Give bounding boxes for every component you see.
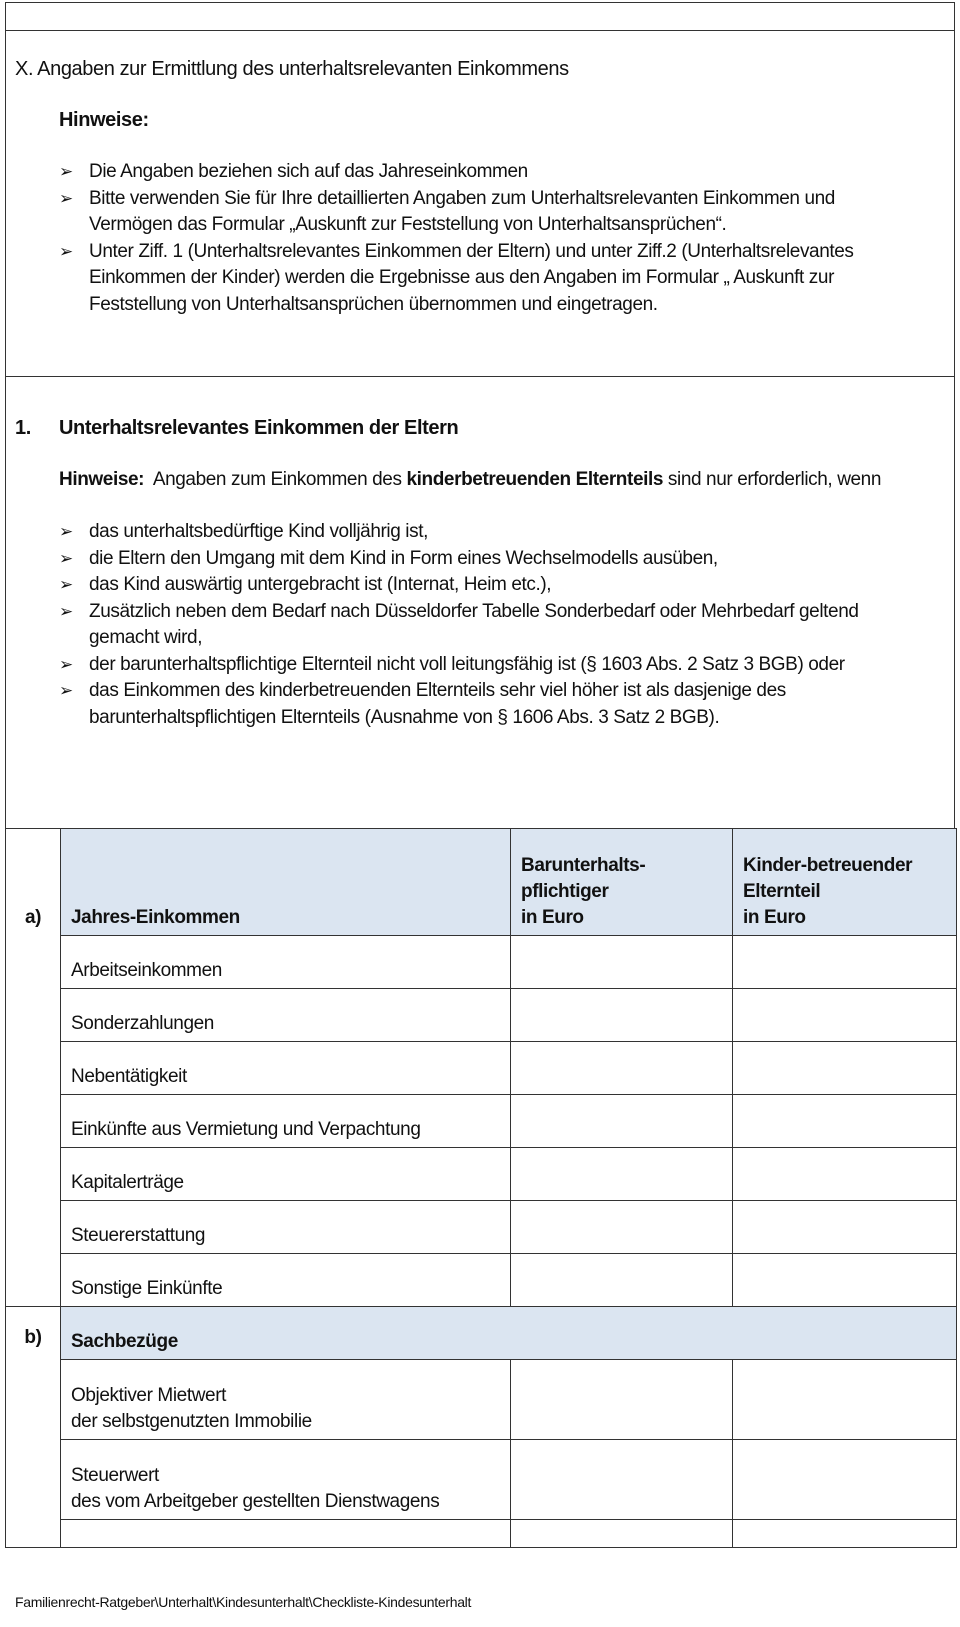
top-empty-row <box>5 2 955 31</box>
input-cell[interactable] <box>511 989 733 1042</box>
input-cell[interactable] <box>511 1148 733 1201</box>
input-cell[interactable] <box>733 1360 957 1440</box>
bullet-item: ➢ Zusätzlich neben dem Bedarf nach Düsseldorfer Tabelle Sonderbedarf oder Mehrbedarf geltend gemacht wird, <box>59 599 889 652</box>
section-1-number: 1. <box>15 417 31 439</box>
footer-path: Familienrecht-Ratgeber\Unterhalt\Kindesunterhalt\Checkliste-Kindesunterhalt <box>15 1594 472 1610</box>
input-cell[interactable] <box>511 1254 733 1307</box>
hint-post: sind nur erforderlich, wenn <box>663 469 882 490</box>
row-label: Steuererstattung <box>61 1201 511 1254</box>
table-header-row <box>6 829 957 936</box>
bullet-item: ➢ das unterhaltsbedürftige Kind volljährig ist, <box>59 519 889 546</box>
table-row <box>6 1095 957 1148</box>
input-cell[interactable] <box>733 1148 957 1201</box>
input-cell[interactable] <box>733 989 957 1042</box>
table-row <box>6 1042 957 1095</box>
input-cell[interactable] <box>511 1360 733 1440</box>
table-row <box>6 989 957 1042</box>
header-kinderbetreuender <box>733 829 957 936</box>
row-label-line: des vom Arbeitgeber gestellten Dienstwagens <box>71 1491 440 1512</box>
empty-cell[interactable] <box>61 1520 511 1548</box>
section-b-label: b) <box>6 1307 61 1548</box>
income-table <box>5 828 957 1548</box>
table-row-empty <box>6 1520 957 1548</box>
section-1-title: Unterhaltsrelevantes Einkommen der Eltern <box>59 417 459 439</box>
bullet-item: ➢ das Einkommen des kinderbetreuenden Elternteils sehr viel höher ist als dasjenige des barunterhaltspflichtigen Elternteils (Ausnahme von § 1606 Abs. 3 Satz 2 BGB). <box>59 678 889 731</box>
input-cell[interactable] <box>733 1095 957 1148</box>
section-x-box <box>5 30 955 377</box>
section-x-hints-label: Hinweise: <box>59 109 149 131</box>
bullet-item: ➢ Unter Ziff. 1 (Unterhaltsrelevantes Einkommen der Eltern) und unter Ziff.2 (Unterhaltsrelevantes Einkommen der Kinder) werden die Ergebnisse aus den Angaben im Formular „ Auskunft zur Feststellung von Unterhaltsansprüchen übernommen und eingetragen. <box>59 239 869 319</box>
row-label-line: Steuerwert <box>71 1465 159 1486</box>
section-a-label: a) <box>6 829 61 1307</box>
section-1-bullets <box>59 519 889 731</box>
bullet-item: ➢ das Kind auswärtig untergebracht ist (Internat, Heim etc.), <box>59 572 889 599</box>
header-line: Barunterhalts- <box>521 855 646 876</box>
input-cell[interactable] <box>733 1440 957 1520</box>
header-line: Kinder-betreuender <box>743 855 913 876</box>
bullet-item: ➢ Bitte verwenden Sie für Ihre detaillierten Angaben zum Unterhaltsrelevanten Einkommen und Vermögen das Formular „Auskunft zur Feststellung von Unterhaltsansprüchen“. <box>59 186 869 239</box>
row-label-line: Objektiver Mietwert <box>71 1385 226 1406</box>
header-line: in Euro <box>521 907 584 928</box>
header-line: Elternteil <box>743 881 821 902</box>
bullet-item: ➢ der barunterhaltspflichtige Elternteil nicht voll leitungsfähig ist (§ 1603 Abs. 2 Satz 3 BGB) oder <box>59 652 889 679</box>
section-x-bullets <box>59 159 869 318</box>
table-row <box>6 1440 957 1520</box>
table-row <box>6 936 957 989</box>
input-cell[interactable] <box>511 1440 733 1520</box>
row-label: Sonderzahlungen <box>61 989 511 1042</box>
table-row <box>6 1254 957 1307</box>
input-cell[interactable] <box>511 1095 733 1148</box>
row-label: Kapitalerträge <box>61 1148 511 1201</box>
header-sachbezuege: Sachbezüge <box>61 1307 957 1360</box>
row-label: Einkünfte aus Vermietung und Verpachtung <box>61 1095 511 1148</box>
bullet-item: ➢ Die Angaben beziehen sich auf das Jahreseinkommen <box>59 159 869 186</box>
input-cell[interactable] <box>733 1254 957 1307</box>
hint-pre: Angaben zum Einkommen des <box>152 469 407 490</box>
section-1-box <box>5 376 955 829</box>
table-row <box>6 1201 957 1254</box>
input-cell[interactable] <box>511 1042 733 1095</box>
header-line: pflichtiger <box>521 881 609 902</box>
table-row <box>6 1148 957 1201</box>
row-label: Arbeitseinkommen <box>61 936 511 989</box>
row-label <box>61 1360 511 1440</box>
header-jahres-einkommen: Jahres-Einkommen <box>61 829 511 936</box>
hints-label: Hinweise: <box>59 469 145 490</box>
input-cell[interactable] <box>733 1520 957 1548</box>
sachbezuege-header-row <box>6 1307 957 1360</box>
input-cell[interactable] <box>733 1042 957 1095</box>
input-cell[interactable] <box>511 936 733 989</box>
header-line: in Euro <box>743 907 806 928</box>
input-cell[interactable] <box>733 936 957 989</box>
section-1-hint <box>59 467 881 493</box>
section-x-title: X. Angaben zur Ermittlung des unterhaltsrelevanten Einkommens <box>15 58 569 80</box>
input-cell[interactable] <box>733 1201 957 1254</box>
row-label: Nebentätigkeit <box>61 1042 511 1095</box>
input-cell[interactable] <box>511 1520 733 1548</box>
bullet-item: ➢ die Eltern den Umgang mit dem Kind in Form eines Wechselmodells ausüben, <box>59 546 889 573</box>
row-label-line: der selbstgenutzten Immobilie <box>71 1411 312 1432</box>
header-barunterhaltspflichtiger <box>511 829 733 936</box>
hint-bold: kinderbetreuenden Elternteils <box>406 469 664 490</box>
row-label <box>61 1440 511 1520</box>
row-label: Sonstige Einkünfte <box>61 1254 511 1307</box>
input-cell[interactable] <box>511 1201 733 1254</box>
table-row <box>6 1360 957 1440</box>
